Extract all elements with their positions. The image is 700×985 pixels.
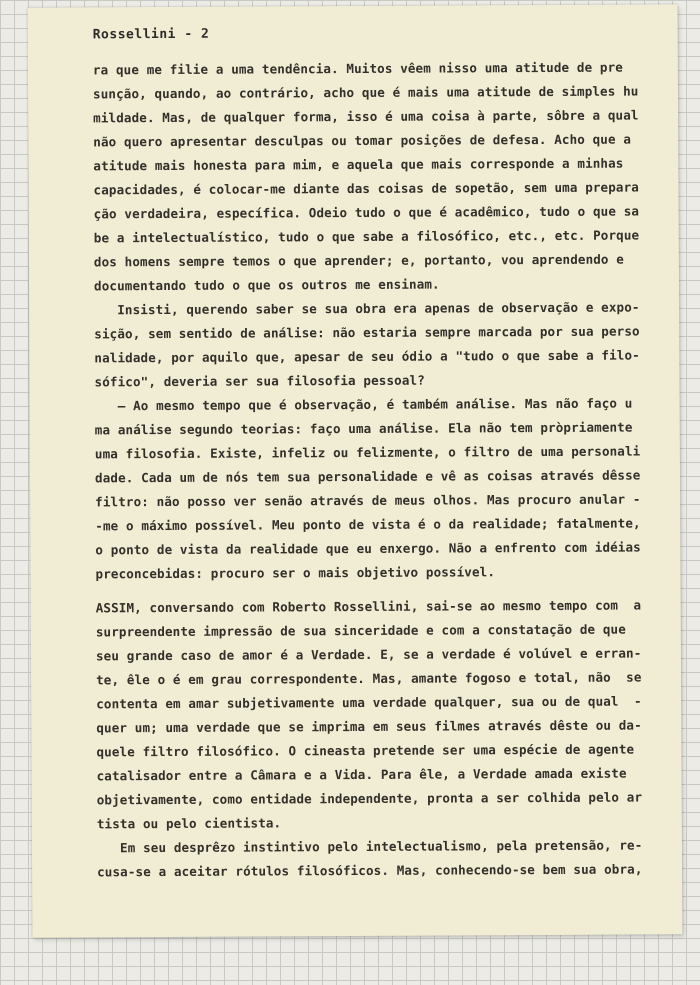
text-line: preconcebidas: procuro ser o mais objetivo possível. [95,564,496,582]
text-line: seu grande caso de amor é a Verdade. E, se a verdade é volúvel e erran- [95,645,642,664]
text-line: cusa-se a aceitar rótulos filosóficos. Mas, conhecendo-se bem sua obra, [97,861,643,880]
text-line: nalidade, por aquilo que, apesar de seu ódio a "tudo o que sabe a filo- [94,347,640,366]
text-line: -me o máximo possível. Meu ponto de vista é o da realidade; fatalmente, [95,515,641,534]
text-line: Insisti, querendo saber se sua obra era apenas de observação e expo- [94,299,640,318]
text-line: ASSIM, conversando com Roberto Rossellini, sai-se ao mesmo tempo com a [95,597,642,616]
text-line: contenta em amar subjetivamente uma verdade qualquer, sua ou de qual - [96,693,642,712]
text-line: be a intelectualístico, tudo o que sabe a filosófico, etc., etc. Porque [93,227,640,246]
text-line: atitude mais honesta para mim, e aquela que mais corresponde a minhas [93,155,624,174]
text-line: ra que me filie a uma tendência. Muitos vêem nisso uma atitude de pre [92,59,624,78]
text-line: sição, sem sentido de análise: não estaria sempre marcada por sua perso [94,323,640,342]
text-line: catalisador entre a Câmara e a Vida. Para êle, a Verdade amada existe [96,765,627,784]
page-header: Rossellini - 2 [92,26,210,43]
text-line: dos homens sempre temos o que aprender; e, portanto, vou aprendendo e [93,251,625,270]
text-line: filtro: não posso ver senão através de meus olhos. Mas procuro anular - [95,491,641,510]
text-line: Em seu desprêzo instintivo pelo intelectualismo, pela pretensão, re- [96,837,643,856]
text-line: tista ou pelo cientista. [96,815,282,832]
text-line: te, êle o é em grau correspondente. Mas, amante fogoso e total, não se [96,669,642,688]
text-line: mildade. Mas, de qualquer forma, isso é uma coisa à parte, sôbre a qual [93,107,639,126]
text-line: — Ao mesmo tempo que é observação, é também análise. Mas não faço u [94,395,633,414]
text-line: o ponto de vista da realidade que eu enxergo. Não a enfrento com idéias [95,539,641,558]
text-line: capacidades, é colocar-me diante das coisas de sopetão, sem uma prepara [93,179,639,198]
text-line: ma análise segundo teorias: faço uma análise. Ela não tem pròpriamente [94,419,633,438]
text-line: quer um; uma verdade que se imprima em seus filmes através dêste ou da- [96,717,642,736]
text-line: sófico", deveria ser sua filosofia pessoal? [94,372,425,390]
text-line: uma filosofia. Existe, infeliz ou felizmente, o filtro de uma personali [94,443,641,462]
text-line: não quero apresentar desculpas ou tomar posições de defesa. Acho que a [93,131,632,150]
text-line: objetivamente, como entidade independente, pronta a ser colhida pelo ar [96,789,643,808]
text-line: sunção, quando, ao contrário, acho que é mais uma atitude de simples hu [92,83,639,102]
text-line: ção verdadeira, específica. Odeio tudo o que é acadêmico, tudo o que sa [93,203,640,222]
text-line: surpreendente impressão de sua sinceridade e com a constatação de que [95,621,626,640]
text-line: dade. Cada um de nós tem sua personalidade e vê as coisas através dêsse [94,467,641,486]
typewritten-page [28,4,683,937]
text-line: documentando tudo o que os outros me ensinam. [93,276,440,294]
text-line: quele filtro filosófico. O cineasta pretende ser uma espécie de agente [96,741,635,760]
